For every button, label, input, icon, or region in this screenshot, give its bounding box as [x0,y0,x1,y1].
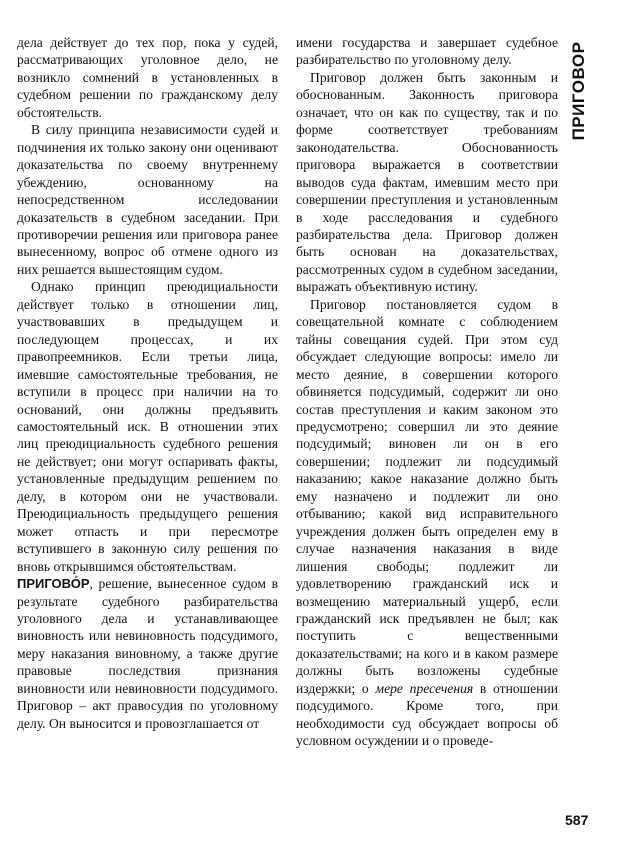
page-number: 587 [565,812,589,828]
running-head-text: ПРИГОВОР [569,41,588,141]
entry-text: , решение, вынесенное судом в результате судебного разбирательства уголовного дела и устанавливающее виновность или невиновность подсудимого, меру наказания виновному, а также другие правовые последствия признания виновности или невиновности подсудимого. Приговор – акт правосудия по уголовному делу. Он выносится и провозглашается от [17,576,278,731]
left-column [17,34,278,732]
italic-term: мере пресечения [375,680,474,696]
paragraph: Однако принцип преюдициальности действует только в отношении лиц, участвовавших в предыдущем и последующем процессах, и их правопреемников. Если третьи лица, имевшие самостоятельные требования, не вступили в процесс при наличии на то оснований, они должны предъявить самостоятельный иск. В отношении этих лиц преюдициальность судебного решения не действует; они могут оспаривать факты, установленные предыдущим решением по делу, в котором они не участвовали. Преюдициальность предыдущего решения может отпасть и при пересмотре вступившего в законную силу решения по вновь открывшимся обстоятельствам. [17,279,278,574]
right-column [296,34,558,750]
entry-term: ПРИГОВО́Р [17,576,90,592]
paragraph [296,296,558,750]
running-head [564,36,594,146]
text-run: Приговор постановляется судом в совещательной комнате с соблюдением тайны совещания судей. При этом суд обсуждает следующие вопросы: имело ли место деяние, в совершении которого обвиняется подсудимый, содержит ли оно состав преступления и каким законом это предусмотрено; совершил ли это деяние подсудимый; виновен ли он в его совершении; подлежит ли подсудимый наказанию; какое наказание должно быть ему назначено и подлежит ли оно отбыванию; какой вид исправительного учреждения должен быть определен ему в случае назначения наказания в виде лишения свободы; подлежит ли удовлетворению гражданский иск и возмещению материальный ущерб, если гражданский иск предъявлен не был; как поступить с вещественными доказательствами; на кого и в каком размере должны быть возложены судебные издержки; о [296,296,558,696]
paragraph: дела действует до тех пор, пока у судей, рассматривающих уголовное дело, не возникло сомнений в установленных в судебном решении по гражданскому делу обстоятельств. [17,35,278,120]
paragraph: Приговор должен быть законным и обоснованным. Законность приговора означает, что он как по существу, так и по форме соответствует требованиям законодательства. Обоснованность приговора выражается в соответствии выводов суда фактам, имевшим место при совершении преступления и установленным в ходе расследования и судебного разбирательства дела. Приговор должен быть основан на доказательствах, рассмотренных судом в судебном заседании, выражать объективную истину. [296,69,558,295]
paragraph: имени государства и завершает судебное разбирательство по уголовному делу. [296,35,558,68]
paragraph: В силу принципа независимости судей и подчинения их только закону они оценивают доказательства по своему внутреннему убеждению, основанному на непосредственном исследовании доказательств в судебном заседании. При противоречии решения или приговора ранее вынесенному, вопрос об отмене одного из них решается вышестоящим судом. [17,122,278,277]
text-run: в отношении подсудимого. Кроме того, при необходимости суд обсуждает вопросы об условном осуждении и о проведе- [296,680,559,749]
entry-paragraph [17,575,278,732]
